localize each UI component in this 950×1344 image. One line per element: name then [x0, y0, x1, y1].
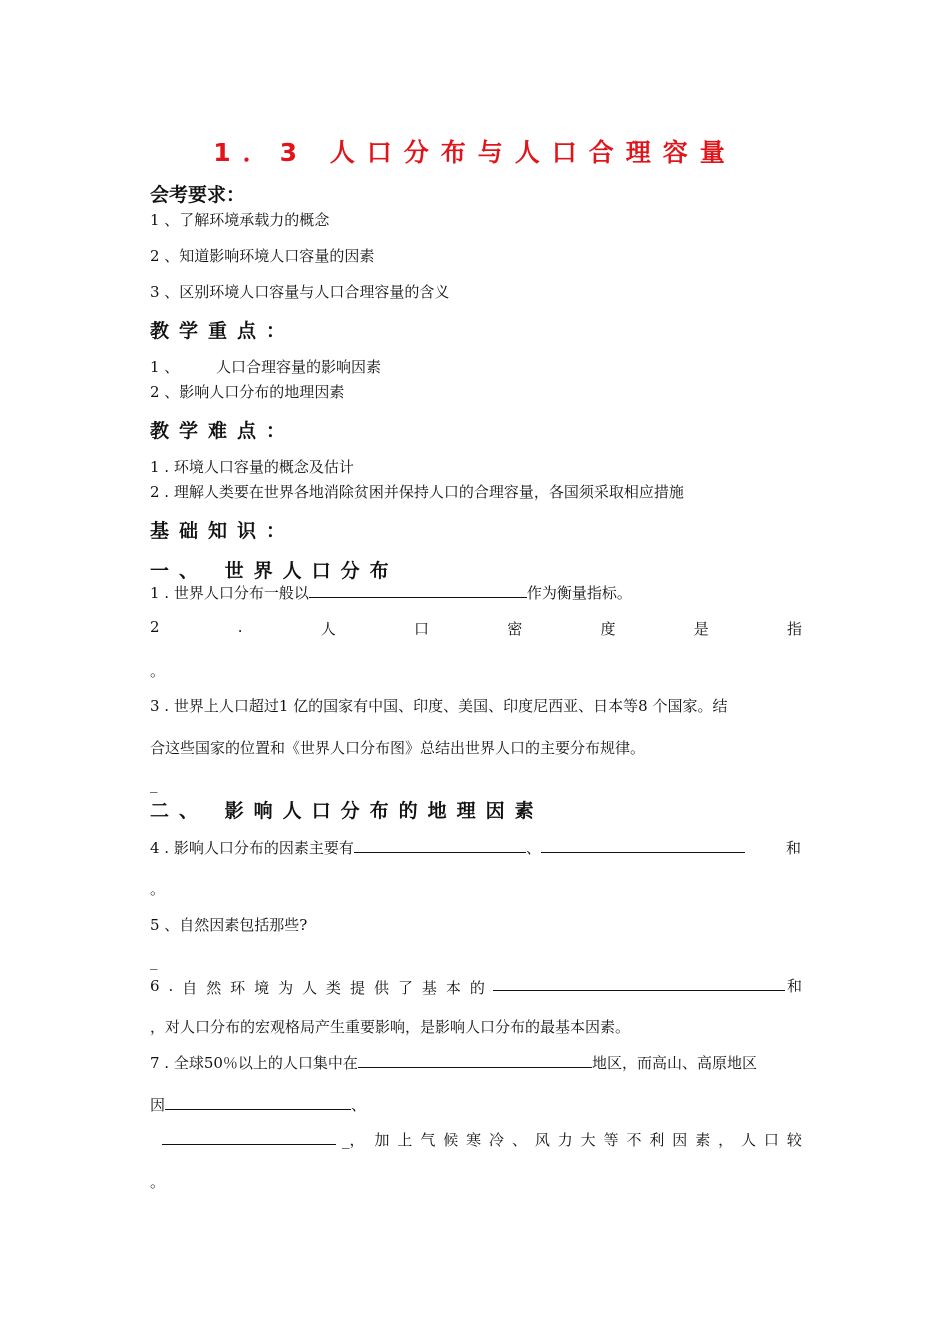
question-4-separator: 、 — [525, 839, 541, 857]
question-7-char: 力 — [557, 1131, 573, 1149]
question-7-char: 人 — [741, 1131, 757, 1149]
question-7-char: 冷 — [489, 1131, 505, 1149]
question-6-char: 6 — [150, 977, 160, 995]
question-7-line-3-mark: _， — [342, 1131, 365, 1149]
question-2-char: 密 — [507, 620, 523, 638]
question-6-text — [150, 977, 485, 998]
question-6-char: 人 — [302, 979, 318, 997]
question-2-char: 度 — [600, 620, 616, 638]
question-7-char: 寒 — [466, 1131, 482, 1149]
question-7-suffix: 地区，而高山、高原地区 — [591, 1054, 757, 1072]
key-point-1-number: 1 、 — [150, 358, 180, 376]
question-4-period: 。 — [150, 880, 166, 898]
question-2-char: 人 — [320, 620, 336, 638]
question-1-prefix: 1 . 世界人口分布一般以 — [150, 584, 309, 602]
question-3-line-1: 3 . 世界上人口超过1 亿的国家有中国、印度、美国、印度尼西亚、日本等8 个国家。结 — [150, 697, 728, 715]
question-6-char: 供 — [373, 979, 389, 997]
question-1-suffix: 作为衡量指标。 — [526, 584, 632, 602]
question-2-end: 。 — [150, 662, 166, 680]
question-6-char: 了 — [397, 979, 413, 997]
question-4-blank-2[interactable] — [541, 838, 745, 853]
question-6-char: 然 — [206, 979, 222, 997]
question-1 — [150, 582, 632, 603]
question-7-char: 大 — [580, 1131, 596, 1149]
question-6-line-2: ，对人口分布的宏观格局产生重要影响，是影响人口分布的最基本因素。 — [150, 1018, 631, 1036]
question-7-char: 气 — [420, 1131, 436, 1149]
question-7-blank-3[interactable] — [162, 1130, 336, 1145]
question-7-char: 候 — [443, 1131, 459, 1149]
question-6-char: 基 — [421, 979, 437, 997]
question-7-char: 风 — [534, 1131, 550, 1149]
question-6-char: 环 — [230, 979, 246, 997]
question-6-char: 提 — [350, 979, 366, 997]
question-4-end: 和 — [786, 839, 802, 857]
question-1-blank[interactable] — [309, 583, 527, 598]
key-points-heading: 教学重点： — [150, 320, 296, 342]
question-7-char: 、 — [511, 1131, 527, 1149]
question-3-answer-blank[interactable]: _ — [150, 775, 158, 793]
key-point-2: 2 、影响人口分布的地理因素 — [150, 383, 345, 401]
question-6-blank[interactable] — [493, 976, 785, 991]
exam-req-item-2: 2 、知道影响环境人口容量的因素 — [150, 247, 375, 265]
question-5: 5 、自然因素包括那些? — [150, 916, 308, 934]
question-7-blank-2[interactable] — [165, 1095, 351, 1110]
exam-req-item-1: 1 、了解环境承载力的概念 — [150, 211, 330, 229]
question-7-line-2-suffix: 、 — [351, 1096, 367, 1114]
question-7-end: 。 — [150, 1173, 166, 1191]
section-2-heading: 二、 影响人口分布的地理因素 — [150, 800, 544, 822]
basics-heading: 基础知识： — [150, 520, 296, 542]
question-4-prefix: 4 . 影响人口分布的因素主要有 — [150, 839, 354, 857]
difficult-point-2: 2 . 理解人类要在世界各地消除贫困并保持人口的合理容量，各国须采取相应措施 — [150, 483, 684, 501]
question-4-blank-1[interactable] — [354, 838, 526, 853]
question-4 — [150, 837, 745, 858]
question-7-char: 上 — [397, 1131, 413, 1149]
question-7-char: 不 — [626, 1131, 642, 1149]
question-6-char: 境 — [254, 979, 270, 997]
question-7-char: 因 — [672, 1131, 688, 1149]
question-7-line-3-text — [375, 1129, 802, 1150]
question-6-end: 和 — [786, 977, 802, 995]
exam-req-item-3: 3 、区别环境人口容量与人口合理容量的含义 — [150, 283, 450, 301]
question-7-prefix: 7 . 全球50％以上的人口集中在 — [150, 1054, 358, 1072]
question-6-char: 自 — [182, 979, 198, 997]
question-6-char: 本 — [445, 979, 461, 997]
key-point-1-text: 人口合理容量的影响因素 — [216, 358, 382, 376]
exam-requirements-heading: 会考要求： — [150, 184, 246, 206]
question-7-line-2-prefix: 因 — [150, 1096, 166, 1114]
question-7-char: 加 — [374, 1131, 390, 1149]
question-6-char: 的 — [469, 979, 485, 997]
question-7-char: 口 — [763, 1131, 779, 1149]
page-title: 1．3 人口分布与人口合理容量 — [213, 138, 737, 167]
question-7-line-2 — [150, 1094, 366, 1115]
question-2-char: . — [237, 618, 243, 636]
question-7-char: ， — [718, 1131, 734, 1149]
question-7-char: 较 — [786, 1131, 802, 1149]
question-2-char: 指 — [786, 620, 802, 638]
question-7-char: 利 — [649, 1131, 665, 1149]
question-6-line-1 — [150, 975, 802, 998]
section-1-heading: 一、 世界人口分布 — [150, 560, 399, 582]
difficult-point-1: 1 . 环境人口容量的概念及估计 — [150, 458, 354, 476]
question-6-char: . — [168, 977, 174, 995]
question-7-char: 素 — [695, 1131, 711, 1149]
difficult-points-heading: 教学难点： — [150, 420, 296, 442]
question-7-char: 等 — [603, 1131, 619, 1149]
question-6-char: 为 — [278, 979, 294, 997]
question-2-char: 2 — [150, 618, 160, 636]
question-2 — [150, 618, 802, 639]
question-7-line-3 — [162, 1129, 802, 1150]
question-2-char: 是 — [693, 620, 709, 638]
question-3-line-2: 合这些国家的位置和《世界人口分布图》总结出世界人口的主要分布规律。 — [150, 739, 646, 757]
question-2-char: 口 — [414, 620, 430, 638]
question-7-blank-1[interactable] — [358, 1053, 592, 1068]
question-5-answer-blank[interactable]: _ — [150, 952, 158, 970]
question-6-char: 类 — [326, 979, 342, 997]
question-7-line-1 — [150, 1052, 757, 1073]
